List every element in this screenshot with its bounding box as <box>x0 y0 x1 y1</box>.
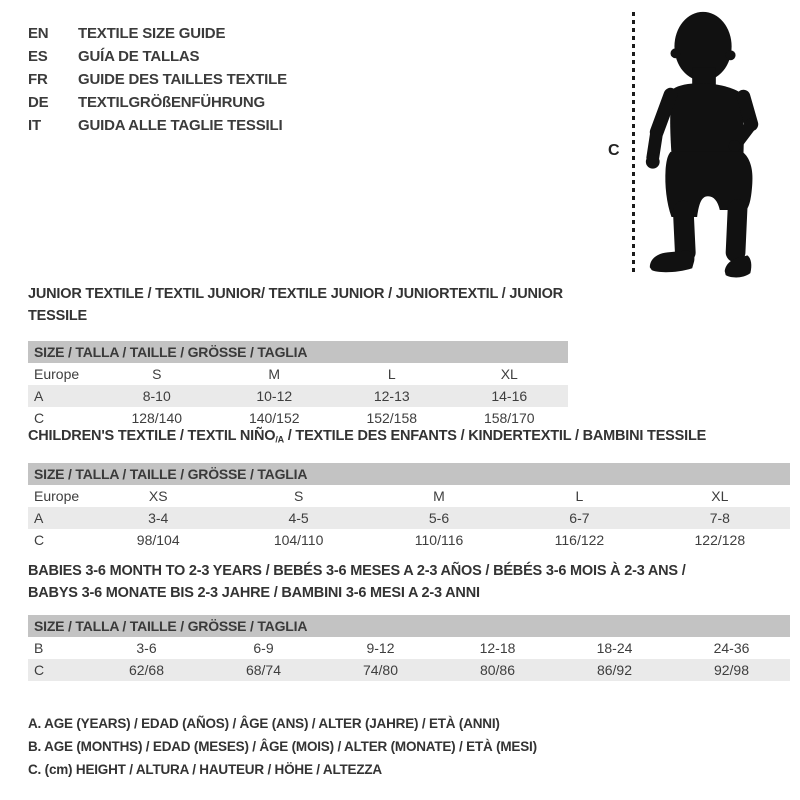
row-label: A <box>34 509 44 526</box>
language-row <box>28 68 287 91</box>
footnotes <box>28 712 537 781</box>
table-cell: 10-12 <box>256 388 293 404</box>
language-code: ES <box>28 48 48 65</box>
table-cell: XL <box>500 366 518 382</box>
height-measure-line <box>632 12 635 276</box>
table-row <box>28 363 568 385</box>
table-cell: 80/86 <box>479 662 516 678</box>
table-cell: S <box>152 366 162 382</box>
babies-size-table <box>28 560 790 681</box>
table-row <box>28 529 790 551</box>
table-cell: 98/104 <box>136 531 180 548</box>
table-cell: 152/158 <box>366 410 418 426</box>
table-cell: 104/110 <box>273 531 324 548</box>
table-cell: 24-36 <box>713 640 750 656</box>
table-cell: 122/128 <box>694 531 746 548</box>
table-title-text: BABIES 3-6 MONTH TO 2-3 YEARS / BEBÉS 3-6 MESES A 2-3 AÑOS / BÉBÉS 3-6 MOIS À 2-3 ANS / <box>28 563 686 579</box>
table-cell: 140/152 <box>248 410 300 426</box>
table-cell: 18-24 <box>596 640 633 656</box>
toddler-silhouette-icon <box>640 6 770 282</box>
table-cell: 4-5 <box>288 509 309 526</box>
language-code: IT <box>28 117 41 134</box>
table-cell: 7-8 <box>709 509 730 526</box>
table-cell: 12-13 <box>373 388 410 404</box>
table-cell: 3-6 <box>136 640 157 656</box>
language-row <box>28 91 287 114</box>
table-title-text: CHILDREN'S TEXTILE / TEXTIL NIÑO <box>28 428 276 444</box>
table-cell: 14-16 <box>491 388 528 404</box>
table-row <box>28 485 790 507</box>
table-cell: 6-7 <box>569 509 590 526</box>
language-title: TEXTILGRÖßENFÜHRUNG <box>78 94 266 111</box>
table-cell: XS <box>148 487 168 504</box>
size-header-bar: SIZE / TALLA / TAILLE / GRÖSSE / TAGLIA <box>28 341 568 363</box>
table-cell: 86/92 <box>596 662 633 678</box>
language-row <box>28 22 287 45</box>
language-title: GUIDE DES TAILLES TEXTILE <box>78 71 287 88</box>
table-cell: 74/80 <box>362 662 399 678</box>
size-header-bar: SIZE / TALLA / TAILLE / GRÖSSE / TAGLIA <box>28 615 790 637</box>
table-cell: L <box>575 487 584 504</box>
language-title: GUÍA DE TALLAS <box>78 48 200 65</box>
table-title-text: /A <box>275 434 284 445</box>
language-code: EN <box>28 25 49 42</box>
row-label: C <box>34 662 45 678</box>
language-code: FR <box>28 71 48 88</box>
table-title-line <box>28 582 790 604</box>
language-title-list <box>28 22 287 137</box>
table-title-text: BABYS 3-6 MONATE BIS 2-3 JAHRE / BAMBINI 3-6 MESI A 2-3 ANNI <box>28 585 480 601</box>
table-cell: M <box>268 366 281 382</box>
footnote-line: A. AGE (YEARS) / EDAD (AÑOS) / ÂGE (ANS) / ALTER (JAHRE) / ETÀ (ANNI) <box>28 716 500 731</box>
table-cell: 5-6 <box>428 509 450 526</box>
table-title <box>28 560 790 604</box>
table-row <box>28 385 568 407</box>
table-row <box>28 507 790 529</box>
row-label: A <box>34 388 44 404</box>
table-cell: 12-18 <box>479 640 516 656</box>
children-size-table <box>28 425 790 551</box>
table-title-line <box>28 560 790 582</box>
table-cell: 128/140 <box>131 410 183 426</box>
table-cell: 6-9 <box>253 640 274 656</box>
table-row <box>28 637 790 659</box>
table-title <box>28 283 568 327</box>
table-title <box>28 425 790 451</box>
language-row <box>28 114 287 137</box>
table-title-text: / TEXTILE DES ENFANTS / KINDERTEXTIL / BAMBINI TESSILE <box>283 428 707 444</box>
footnote-line: C. (cm) HEIGHT / ALTURA / HAUTEUR / HÖHE / ALTEZZA <box>28 762 382 777</box>
height-label: C <box>608 142 620 159</box>
table-cell: 62/68 <box>128 662 165 678</box>
language-code: DE <box>28 94 49 111</box>
junior-size-table <box>28 283 568 429</box>
row-label: Europe <box>34 487 80 504</box>
table-cell: M <box>433 487 445 504</box>
table-cell: 158/170 <box>483 410 535 426</box>
table-title-line <box>28 283 568 327</box>
table-cell: 92/98 <box>713 662 750 678</box>
row-label: Europe <box>34 366 80 382</box>
language-title: TEXTILE SIZE GUIDE <box>78 25 226 42</box>
table-cell: XL <box>711 487 729 504</box>
language-row <box>28 45 287 68</box>
table-row <box>28 659 790 681</box>
footnote-line: B. AGE (MONTHS) / EDAD (MESES) / ÂGE (MOIS) / ALTER (MONATE) / ETÀ (MESI) <box>28 739 537 754</box>
table-cell: 8-10 <box>142 388 171 404</box>
table-cell: 68/74 <box>245 662 282 678</box>
table-cell: 3-4 <box>148 509 169 526</box>
size-header-bar: SIZE / TALLA / TAILLE / GRÖSSE / TAGLIA <box>28 463 790 485</box>
language-title: GUIDA ALLE TAGLIE TESSILI <box>78 117 283 134</box>
table-cell: L <box>387 366 396 382</box>
row-label: B <box>34 640 44 656</box>
table-title-line <box>28 425 790 451</box>
row-label: C <box>34 531 45 548</box>
row-label: C <box>34 410 45 426</box>
table-title-text: JUNIOR TEXTILE / TEXTIL JUNIOR/ TEXTILE JUNIOR / JUNIORTEXTIL / JUNIOR TESSILE <box>28 286 563 324</box>
table-cell: S <box>293 487 304 504</box>
table-cell: 116/122 <box>554 531 605 548</box>
table-cell: 9-12 <box>366 640 395 656</box>
table-cell: 110/116 <box>414 531 464 548</box>
